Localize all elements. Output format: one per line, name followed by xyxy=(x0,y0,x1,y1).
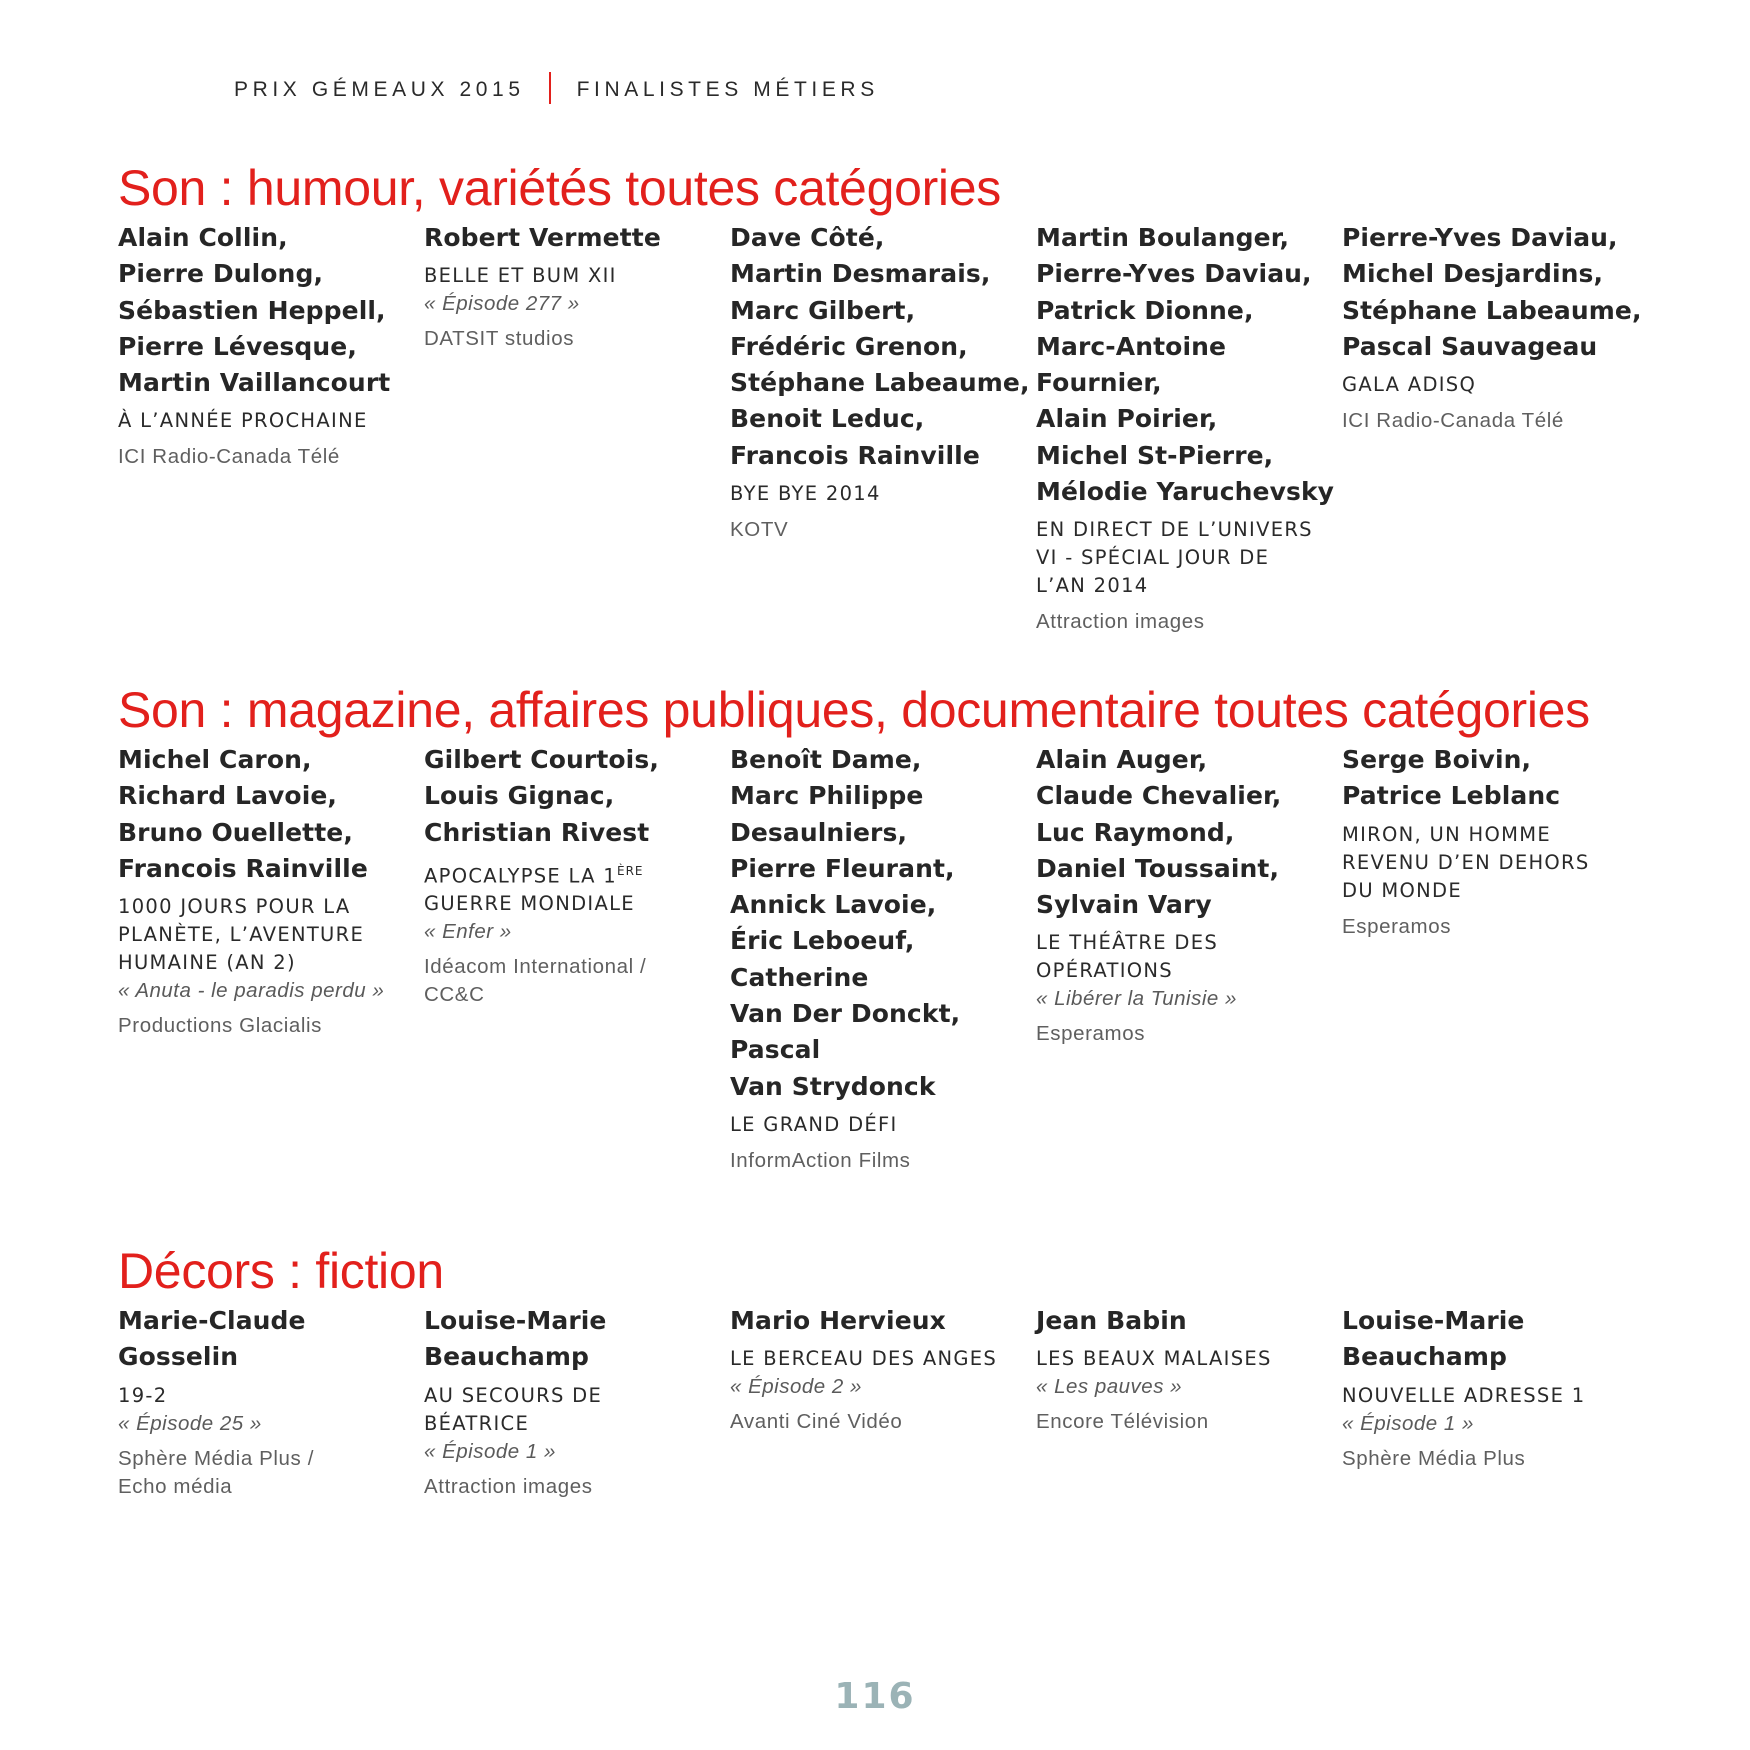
producer: Sphère Média Plus xyxy=(1342,1446,1526,1470)
finalist-entry xyxy=(1342,1303,1642,1473)
finalist-names: Gilbert Courtois, Louis Gignac, Christian Rivest xyxy=(424,745,659,847)
program-title: NOUVELLE ADRESSE 1 xyxy=(1342,1383,1586,1407)
producer: Encore Télévision xyxy=(1036,1410,1209,1434)
finalist-names: Louise-Marie Beauchamp xyxy=(1342,1306,1525,1372)
finalist-names: Benoît Dame, Marc Philippe Desaulniers, Pierre Fleurant, Annick Lavoie, Éric Leboeuf, Catherine Van Der Donckt, Pascal Van Strydonck xyxy=(730,745,961,1101)
finalist-names: Martin Boulanger, Pierre-Yves Daviau, Patrick Dionne, Marc-Antoine Fournier, Alain Poirier, Michel St-Pierre, Mélodie Yaruchevsky xyxy=(1036,223,1335,507)
running-head-left: PRIX GÉMEAUX 2015 xyxy=(234,78,525,101)
running-head xyxy=(234,72,879,104)
finalist-entry xyxy=(730,742,1030,1175)
finalist-entry xyxy=(424,1303,724,1501)
program-title: AU SECOURS DE BÉATRICE xyxy=(424,1383,603,1435)
finalist-entry xyxy=(118,742,418,1040)
producer: DATSIT studios xyxy=(424,327,575,351)
finalist-entry xyxy=(730,1303,1030,1436)
finalist-names: Alain Collin, Pierre Dulong, Sébastien Heppell, Pierre Lévesque, Martin Vaillancourt xyxy=(118,223,391,398)
finalist-entry xyxy=(1342,742,1642,941)
episode-title: « Épisode 1 » xyxy=(424,1439,556,1463)
program-title-line2: GUERRE MONDIALE xyxy=(424,892,635,916)
program-title: 19-2 xyxy=(118,1383,168,1407)
program-title: GALA ADISQ xyxy=(1342,373,1477,397)
finalist-names: Pierre-Yves Daviau, Michel Desjardins, Stéphane Labeaume, Pascal Sauvageau xyxy=(1342,223,1642,361)
running-head-right: FINALISTES MÉTIERS xyxy=(576,78,879,101)
episode-title: « Épisode 277 » xyxy=(424,292,580,316)
program-title xyxy=(424,857,724,919)
section-title: Son : magazine, affaires publiques, documentaire toutes catégories xyxy=(118,682,1590,738)
finalist-names: Dave Côté, Martin Desmarais, Marc Gilbert, Frédéric Grenon, Stéphane Labeaume, Benoit Leduc, Francois Rainville xyxy=(730,223,1030,470)
section-title: Son : humour, variétés toutes catégories xyxy=(118,160,1001,216)
finalist-entry xyxy=(1036,742,1336,1048)
program-title: EN DIRECT DE L’UNIVERS VI - SPÉCIAL JOUR DE L’AN 2014 xyxy=(1036,518,1313,598)
episode-title: « Enfer » xyxy=(424,920,512,944)
producer: Avanti Ciné Vidéo xyxy=(730,1410,903,1434)
running-head-separator xyxy=(549,72,551,104)
producer: Sphère Média Plus / Echo média xyxy=(118,1446,314,1498)
episode-title: « Les pauves » xyxy=(1036,1375,1183,1399)
episode-title: « Épisode 25 » xyxy=(118,1411,262,1435)
program-title: BELLE ET BUM XII xyxy=(424,264,617,288)
program-title-line1: APOCALYPSE LA 1 xyxy=(424,864,618,888)
program-title: LE BERCEAU DES ANGES xyxy=(730,1347,998,1371)
finalist-entry xyxy=(1036,220,1336,636)
page-number: 116 xyxy=(834,1676,916,1717)
producer: ICI Radio-Canada Télé xyxy=(118,445,340,469)
finalist-entry xyxy=(730,220,1030,544)
finalist-entry xyxy=(424,220,724,353)
producer: Productions Glacialis xyxy=(118,1014,323,1038)
finalist-names: Louise-Marie Beauchamp xyxy=(424,1306,607,1372)
program-title: BYE BYE 2014 xyxy=(730,482,881,506)
producer: Esperamos xyxy=(1342,914,1452,938)
finalist-entry xyxy=(118,220,418,471)
finalist-entry xyxy=(1036,1303,1336,1436)
finalist-entry xyxy=(1342,220,1642,435)
episode-title: « Libérer la Tunisie » xyxy=(1036,987,1237,1011)
finalist-names: Jean Babin xyxy=(1036,1306,1187,1335)
program-title: LE GRAND DÉFI xyxy=(730,1112,898,1136)
finalist-names: Mario Hervieux xyxy=(730,1306,946,1335)
program-title: LE THÉÂTRE DES OPÉRATIONS xyxy=(1036,931,1218,983)
episode-title: « Anuta - le paradis perdu » xyxy=(118,979,385,1003)
program-title: MIRON, UN HOMME REVENU D’EN DEHORS DU MONDE xyxy=(1342,822,1590,902)
section-son-magazine xyxy=(118,680,1638,1172)
finalist-names: Robert Vermette xyxy=(424,223,661,252)
producer: Attraction images xyxy=(1036,610,1205,634)
episode-title: « Épisode 2 » xyxy=(730,1375,862,1399)
finalist-entry xyxy=(118,1303,418,1501)
section-son-humour xyxy=(118,158,1642,634)
finalist-names: Michel Caron, Richard Lavoie, Bruno Ouellette, Francois Rainville xyxy=(118,745,368,883)
program-title-superscript: ÈRE xyxy=(617,863,644,878)
producer: Esperamos xyxy=(1036,1022,1146,1046)
producer: Idéacom International / CC&C xyxy=(424,955,647,1007)
producer: Attraction images xyxy=(424,1474,593,1498)
finalist-names: Alain Auger, Claude Chevalier, Luc Raymond, Daniel Toussaint, Sylvain Vary xyxy=(1036,745,1282,920)
finalist-names: Marie-Claude Gosselin xyxy=(118,1306,306,1372)
finalist-entry xyxy=(424,742,724,1009)
program-title: À L’ANNÉE PROCHAINE xyxy=(118,409,368,433)
finalist-names: Serge Boivin, Patrice Leblanc xyxy=(1342,745,1561,811)
section-decors-fiction xyxy=(118,1241,1638,1498)
program-title: 1000 JOURS POUR LA PLANÈTE, L’AVENTURE HUMAINE (AN 2) xyxy=(118,895,365,975)
producer: ICI Radio-Canada Télé xyxy=(1342,409,1564,433)
episode-title: « Épisode 1 » xyxy=(1342,1411,1474,1435)
section-title: Décors : fiction xyxy=(118,1243,444,1299)
producer: KOTV xyxy=(730,518,789,542)
program-title: LES BEAUX MALAISES xyxy=(1036,1347,1272,1371)
producer: InformAction Films xyxy=(730,1148,911,1172)
